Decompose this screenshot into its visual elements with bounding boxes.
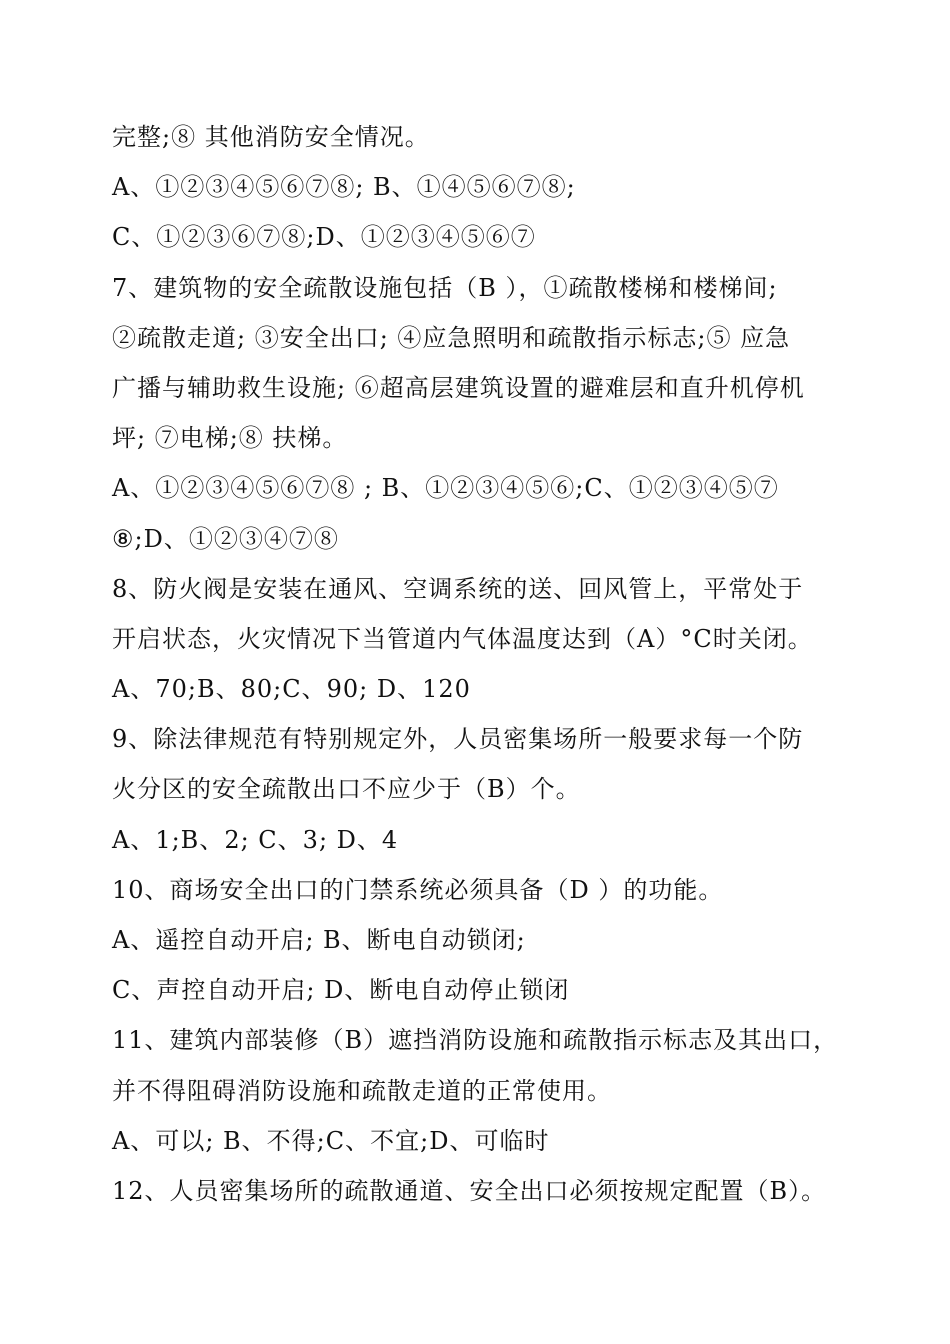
question-9-line: 火分区的安全疏散出口不应少于（B）个。: [112, 775, 581, 804]
answer-options-line: C、声控自动开启; D、断电自动停止锁闭: [112, 976, 570, 1005]
document-body: [112, 125, 847, 1229]
answer-options-line: ⑧;D、①②③④⑦⑧: [112, 524, 339, 553]
question-12-line: 12、人员密集场所的疏散通道、安全出口必须按规定配置（B）。: [112, 1176, 827, 1205]
answer-options-line: A、可以; B、不得;C、不宜;D、可临时: [112, 1126, 550, 1155]
question-9-line: 9、除法律规范有特别规定外，人员密集场所一般要求每一个防: [112, 725, 804, 754]
answer-options-line: A、①②③④⑤⑥⑦⑧ ; B、①②③④⑤⑥;C、①②③④⑤⑦: [112, 474, 779, 503]
question-11-line: 并不得阻碍消防设施和疏散走道的正常使用。: [112, 1076, 612, 1105]
question-7-line: 广播与辅助救生设施; ⑥超高层建筑设置的避难层和直升机停机: [112, 373, 805, 402]
answer-options-line: A、70;B、80;C、90; D、120: [112, 675, 471, 704]
answer-options-line: A、①②③④⑤⑥⑦⑧; B、①④⑤⑥⑦⑧;: [112, 173, 576, 202]
question-7-line: 7、建筑物的安全疏散设施包括（B ），①疏散楼梯和楼梯间;: [112, 273, 778, 302]
answer-options-line: C、①②③⑥⑦⑧;D、①②③④⑤⑥⑦: [112, 223, 536, 252]
question-7-line: 坪; ⑦电梯;⑧ 扶梯。: [112, 424, 348, 453]
question-10-line: 10、商场安全出口的门禁系统必须具备（D ）的功能。: [112, 875, 724, 904]
question-8-line: 开启状态，火灾情况下当管道内气体温度达到（A）°C时关闭。: [112, 624, 813, 653]
question-11-line: 11、建筑内部装修（B）遮挡消防设施和疏散指示标志及其出口，: [112, 1026, 839, 1055]
question-7-line: ②疏散走道; ③安全出口; ④应急照明和疏散指示标志;⑤ 应急: [112, 323, 791, 352]
answer-options-line: A、1;B、2; C、3; D、4: [112, 825, 399, 854]
answer-options-line: A、遥控自动开启; B、断电自动锁闭;: [112, 926, 526, 954]
question-8-line: 8、防火阀是安装在通风、空调系统的送、回风管上，平常处于: [112, 574, 804, 603]
text-line: 完整;⑧ 其他消防安全情况。: [112, 123, 430, 151]
